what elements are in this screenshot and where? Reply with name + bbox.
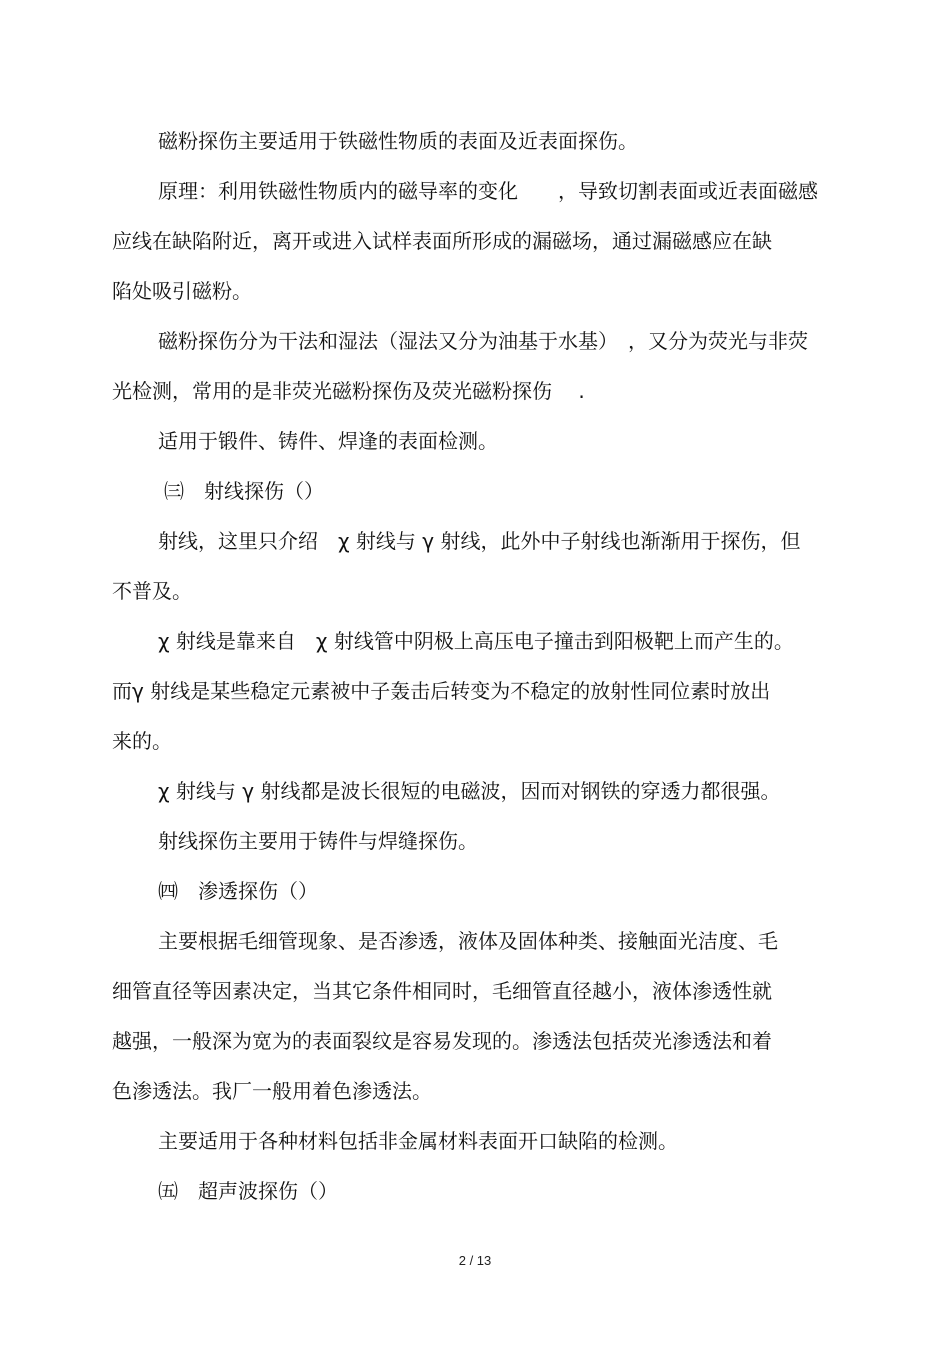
paragraph-line: 色渗透法。我厂一般用着色渗透法。 — [112, 1079, 432, 1103]
section-heading: ㈣ 渗透探伤（） — [158, 879, 318, 903]
paragraph-line: 射线探伤主要用于铸件与焊缝探伤。 — [158, 829, 478, 853]
paragraph-line: 主要适用于各种材料包括非金属材料表面开口缺陷的检测。 — [158, 1129, 678, 1153]
paragraph-line: χ 射线与 γ 射线都是波长很短的电磁波，因而对钢铁的穿透力都很强。 — [158, 779, 781, 803]
paragraph-line: 光检测，常用的是非荧光磁粉探伤及荧光磁粉探伤 . — [112, 379, 585, 403]
page-number: 2 / 13 — [458, 1253, 492, 1268]
section-heading: ㈤ 超声波探伤（） — [158, 1179, 338, 1203]
paragraph-line: 细管直径等因素决定，当其它条件相同时，毛细管直径越小，液体渗透性就 — [112, 979, 772, 1003]
paragraph-line: 越强，一般深为宽为的表面裂纹是容易发现的。渗透法包括荧光渗透法和着 — [112, 1029, 772, 1053]
paragraph-line: 应线在缺陷附近，离开或进入试样表面所形成的漏磁场，通过漏磁感应在缺 — [112, 229, 772, 253]
paragraph-line: 射线，这里只介绍 χ 射线与 γ 射线，此外中子射线也渐渐用于探伤，但 — [158, 529, 801, 553]
paragraph-line: 主要根据毛细管现象、是否渗透，液体及固体种类、接触面光洁度、毛 — [158, 929, 778, 953]
paragraph-line: χ 射线是靠来自 χ 射线管中阴极上高压电子撞击到阳极靶上而产生的。 — [158, 629, 794, 653]
paragraph-line: 陷处吸引磁粉。 — [112, 279, 252, 303]
paragraph-line: 磁粉探伤分为干法和湿法（湿法又分为油基于水基） ，又分为荧光与非荧 — [158, 329, 808, 353]
paragraph-line: 磁粉探伤主要适用于铁磁性物质的表面及近表面探伤。 — [158, 129, 638, 153]
paragraph-line: 来的。 — [112, 729, 172, 753]
paragraph-line: 不普及。 — [112, 579, 192, 603]
paragraph-line: 而γ 射线是某些稳定元素被中子轰击后转变为不稳定的放射性同位素时放出 — [112, 679, 771, 703]
section-heading: ㈢ 射线探伤（） — [164, 479, 324, 503]
paragraph-line: 原理：利用铁磁性物质内的磁导率的变化 ，导致切割表面或近表面磁感 — [158, 179, 818, 203]
paragraph-line: 适用于锻件、铸件、焊逢的表面检测。 — [158, 429, 498, 453]
